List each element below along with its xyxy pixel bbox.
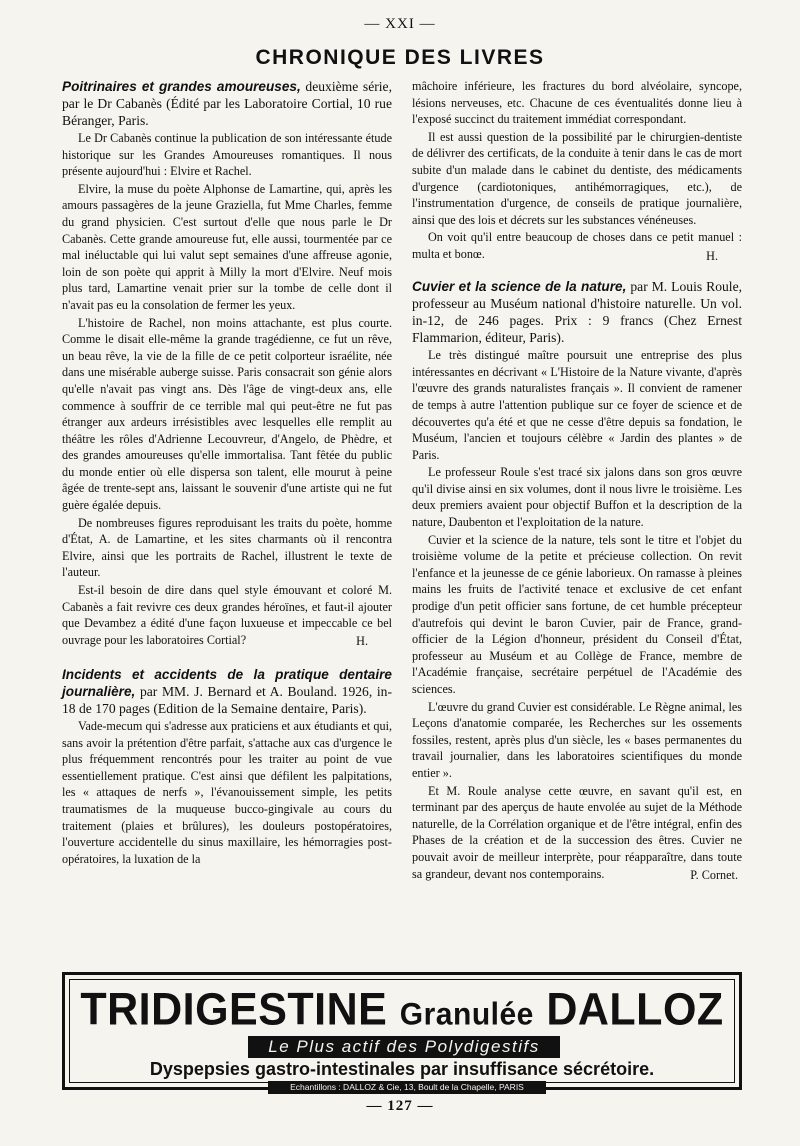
article-title: Cuvier et la science de la nature, [412, 279, 627, 295]
article-heading-cuvier [412, 278, 742, 346]
ad-brand-right: DALLOZ [546, 984, 724, 1036]
ad-tagline: Le Plus actif des Polydigestifs [248, 1036, 560, 1058]
article-paragraph: Est-il besoin de dire dans quel style émouvant et coloré M. Cabanès a fait revivre ces deux grandes héroïnes, et faut-il ajouter que Devambez a édité d'une façon luxueuse et impeccable ce bel ouvrage pour les laboratoires Cortial? [62, 583, 392, 647]
article-meta: par MM. J. Bernard et A. Bouland. 1926, in-18 de 170 pages (Edition de la Semaine dentaire, Paris). [62, 684, 392, 716]
article-paragraph: Elvire, la muse du poète Alphonse de Lamartine, qui, après les amours passagères de la jeune Graziella, fut Mme Charles, femme du grand physicien. C'est surtout d'elle que nous parle le Dr Cabanès. Cette grande amoureuse fut, elle aussi, tourmentée par ce mal inéluctable qui lui valut sept semaines d'une affreuse agonie, loin de son poète qui apprit à Milly la mort d'Elvire. Neuf mois plus tard, Lamartine venait prier sur la tombe de celle dont il n'avait pas eu la consolation de fermer les yeux. [62, 181, 392, 312]
right-column [412, 78, 742, 885]
article-paragraph: Le Dr Cabanès continue la publication de son intéressante étude historique sur les Grandes Amoureuses romantiques. Il nous présente aujourd'hui : Elvire et Rachel. [62, 131, 392, 179]
article-paragraph: L'œuvre du grand Cuvier est considérable. Le Règne animal, les Leçons d'anatomie comparée, les Recherches sur les ossements fossiles, restent, après plus d'un siècle, les « bases permanentes du travail journalier, dans les laboratoires scientifiques du monde entier ». [412, 699, 742, 780]
left-column [62, 78, 392, 868]
ad-brand-line [70, 985, 734, 1036]
article-meta: deuxième série, par le Dr Cabanès (Édité par les Laboratoire Cortial, 10 rue Béranger, Paris. [62, 79, 392, 128]
advertisement-frame [69, 979, 735, 1092]
article-paragraph: On voit qu'il entre beaucoup de choses dans ce petit manuel : multa et bonœ. [412, 230, 742, 261]
ad-subline: Dyspepsies gastro-intestinales par insuffisance sécrétoire. [149, 1059, 655, 1079]
article-paragraph: Vade-mecum qui s'adresse aux praticiens et aux étudiants et qui, sans avoir la prétention d'être parfait, s'attache aux cas d'urgence le plus fréquemment rencontrés pour les traiter au point de vue essentiellement pratique. C'est ainsi que défilent les palpitations, les « attaques de nerfs », l'évanouissement simple, les petits traumatismes de la muqueuse bucco-gingivale au cours du traitement (plaies et brûlures), les douleurs postopératoires, l'ouverture accidentelle du sinus maxillaire, les hémorragies post-opératoires, la luxation de la [62, 719, 392, 866]
article-paragraph: Et M. Roule analyse cette œuvre, en savant qu'il est, en terminant par des aperçus de haute envolée au sujet de la Méthode naturelle, de la Corrélation organique et de l'être intégral, enfin des Phases de la création et de la succession des êtres. Cuvier ne pouvait avoir de meilleur interprète, pour réapparaître, dans toute sa grandeur, devant nos contemporains. [412, 783, 742, 881]
ad-brand-left: TRIDIGESTINE [80, 984, 388, 1036]
article-signature: H. [356, 634, 368, 649]
page-number: — 127 — [366, 1098, 434, 1114]
article-meta: par M. Louis Roule, professeur au Muséum national d'histoire naturelle. Un vol. in-12, de 246 pages. Prix : 9 francs (Chez Ernest Flammarion, éditeur, Paris). [412, 279, 743, 346]
article-heading-poitrinaires [62, 78, 392, 129]
article-paragraph: De nombreuses figures reproduisant les traits du poète, homme d'État, A. de Lamartine, et les sites charmants où il rencontra Elvire, ainsi que les portraits de Rachel, illustrent le texte de l'auteur. [62, 515, 392, 580]
article-signature: P. Cornet. [690, 868, 738, 883]
article-paragraph: Le très distingué maître poursuit une entreprise des plus intéressantes en décrivant « L'Histoire de la Nature vivante, d'après l'œuvre des grands naturalistes français ». Il convient de ramener de temps à autre l'attention publique sur ce foyer de science et de découvertes qu'a été et que ne cesse d'être depuis sa fondation, le Muséum, l'ancien et toujours célèbre « Jardin des plantes » de Paris. [412, 348, 742, 462]
ad-samples-address: Echantillons : DALLOZ & Cie, 13, Boult de la Chapelle, PARIS [268, 1081, 546, 1094]
article-paragraph: Il est aussi question de la possibilité par le chirurgien-dentiste de délivrer des certificats, de la conduite à tenir dans le cas de mort subite d'un malade dans le cabinet du dentiste, des médicaments d'urgence (cardiotoniques, antihémorragiques, etc.), de l'instrumentation d'urgence, de conseils de pratique journalière, ainsi que des lois et décrets sur les substances vénéneuses. [412, 129, 742, 227]
advertisement-tridigestine [62, 972, 742, 1090]
article-title: Poitrinaires et grandes amoureuses, [62, 79, 301, 94]
article-paragraph: Cuvier et la science de la nature, tels sont le titre et l'objet du troisième volume de la petite et précieuse collection. On revit l'enfance et la jeunesse de ce génie laborieux. On ramasse à pleines mains les fruits de l'activité tenace et exclusive de cet enfant prodige d'un petit officier sans fortune, de cet humble précepteur d'autrefois qui devint le baron Cuvier, pair de France, grand-officier de la Légion d'honneur, président du Conseil d'État, professeur au Muséum et au Collège de France, membre de l'Académie française, secrétaire perpétuel de l'Académie des sciences. [412, 532, 742, 696]
ad-brand-middle: Granulée [399, 997, 534, 1033]
article-paragraph: L'histoire de Rachel, non moins attachante, est plus courte. Comme le disait elle-même la grande tragédienne, ce fut un rêve, un beau rêve, la vie de la fille de ce petit colporteur israélite, née dans une misérable auberge suisse. Paris consacrait son génie alors qu'elle n'avait pas vingt ans. Dès l'âge de vingt-deux ans, elle commence à souffrir de ce terrible mal qui peut-être ne fut pas étranger aux ardeurs irrésistibles avec lesquelles elle remplit au théâtre les rôles d'Adrienne Lecouvreur, d'Angelo, de Phèdre, et des grandes amoureuses qu'elle immortalisa. Tant fêtée du public du monde entier où elle dispersa son talent, elle mourut à peine âgée de trente-sept ans, laissant le souvenir d'une artiste qui ne fut guère égalée depuis. [62, 315, 392, 513]
article-signature: H. [706, 248, 718, 263]
article-paragraph: mâchoire inférieure, les fractures du bord alvéolaire, syncope, lésions nerveuses, etc. Chacune de ces éventualités donne lieu à l'exposé succinct du traitement immédiat correspondant. [412, 79, 742, 127]
article-paragraph: Le professeur Roule s'est tracé six jalons dans son gros œuvre qu'il divise ainsi en six volumes, dont il nous livre le troisième. Les deux premiers avaient pour objectif Buffon et la description de la nature, Daubenton et l'exploitation de la nature. [412, 465, 742, 530]
article-heading-incidents [62, 666, 392, 717]
roman-page-header: — XXI — [364, 16, 436, 32]
article-title: Incidents et accidents de la pratique dentaire journalière, [62, 667, 392, 699]
section-title: CHRONIQUE DES LIVRES [255, 46, 545, 69]
